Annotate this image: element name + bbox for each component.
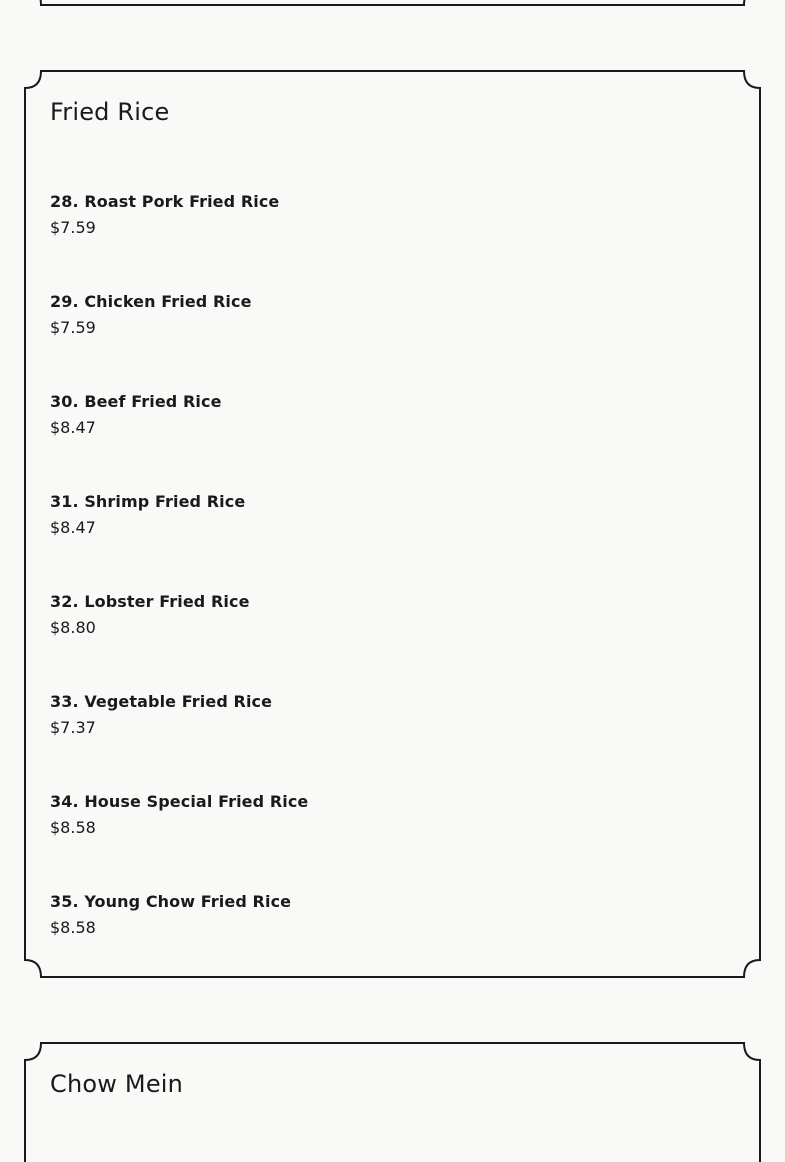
menu-item-name: 28. Roast Pork Fried Rice <box>50 192 280 211</box>
menu-item-price: $8.58 <box>50 818 96 837</box>
menu-item[interactable] <box>50 392 730 438</box>
menu-item-price: $8.58 <box>50 918 96 937</box>
menu-item[interactable] <box>50 592 730 638</box>
menu-item[interactable] <box>50 292 730 338</box>
card-frame <box>24 1042 761 1162</box>
section-title: Fried Rice <box>50 98 170 126</box>
menu-item[interactable] <box>50 792 730 838</box>
menu-item-price: $8.47 <box>50 418 96 437</box>
menu-item-name: 32. Lobster Fried Rice <box>50 592 250 611</box>
menu-item[interactable] <box>50 892 730 938</box>
chow-mein-section <box>24 1042 761 1162</box>
menu-item-name: 34. House Special Fried Rice <box>50 792 309 811</box>
menu-item-price: $7.59 <box>50 318 96 337</box>
section-title: Chow Mein <box>50 1070 184 1098</box>
previous-section-card <box>24 0 761 6</box>
menu-item-name: 30. Beef Fried Rice <box>50 392 222 411</box>
menu-item-name: 29. Chicken Fried Rice <box>50 292 252 311</box>
menu-item-price: $8.47 <box>50 518 96 537</box>
card-frame <box>24 0 761 6</box>
menu-item-price: $8.80 <box>50 618 96 637</box>
menu-item-name: 31. Shrimp Fried Rice <box>50 492 246 511</box>
menu-item[interactable] <box>50 192 730 238</box>
menu-item[interactable] <box>50 492 730 538</box>
menu-item-price: $7.37 <box>50 718 96 737</box>
menu-item-price: $7.59 <box>50 218 96 237</box>
menu-item[interactable] <box>50 692 730 738</box>
menu-item-name: 35. Young Chow Fried Rice <box>50 892 292 911</box>
menu-item-name: 33. Vegetable Fried Rice <box>50 692 273 711</box>
fried-rice-section <box>24 70 761 978</box>
